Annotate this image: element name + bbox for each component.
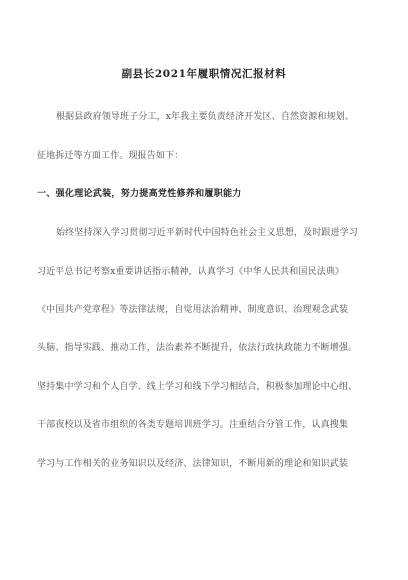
section-heading: 一、强化理论武装，努力提高党性修养和履职能力 [37,189,242,199]
paragraph-line: 征地拆迁等方面工作。现报告如下： [37,151,184,161]
paragraph-line: 干部夜校以及省市组织的各类专题培训班学习。注重结合分管工作，认真搜集 [37,420,349,430]
paragraph-line: 学习与工作相关的业务知识以及经济、法律知识，不断用新的理论和知识武装 [37,459,349,469]
paragraph-line: 习近平总书记考察x重要讲话指示精神，认真学习《中华人民共和国民法典》 [37,267,345,277]
paragraph-line: 始终坚持深入学习贯彻习近平新时代中国特色社会主义思想，及时跟进学习 [56,228,358,238]
paragraph-line: 根据县政府领导班子分工，x年我主要负责经济开发区、自然资源和规划、 [56,112,355,122]
document-title: 副县长2021年履职情况汇报材料 [121,68,287,80]
paragraph-line: 坚持集中学习和个人自学、线上学习和线下学习相结合，积极参加理论中心组、 [37,382,358,392]
paragraph-line: 头脑、指导实践、推动工作，法治素养不断提升，依法行政执政能力不断增强。 [37,343,358,353]
paragraph-line: 《中国共产党章程》等法律法规，自觉用法治精神、制度意识、治理观念武装 [37,305,349,315]
